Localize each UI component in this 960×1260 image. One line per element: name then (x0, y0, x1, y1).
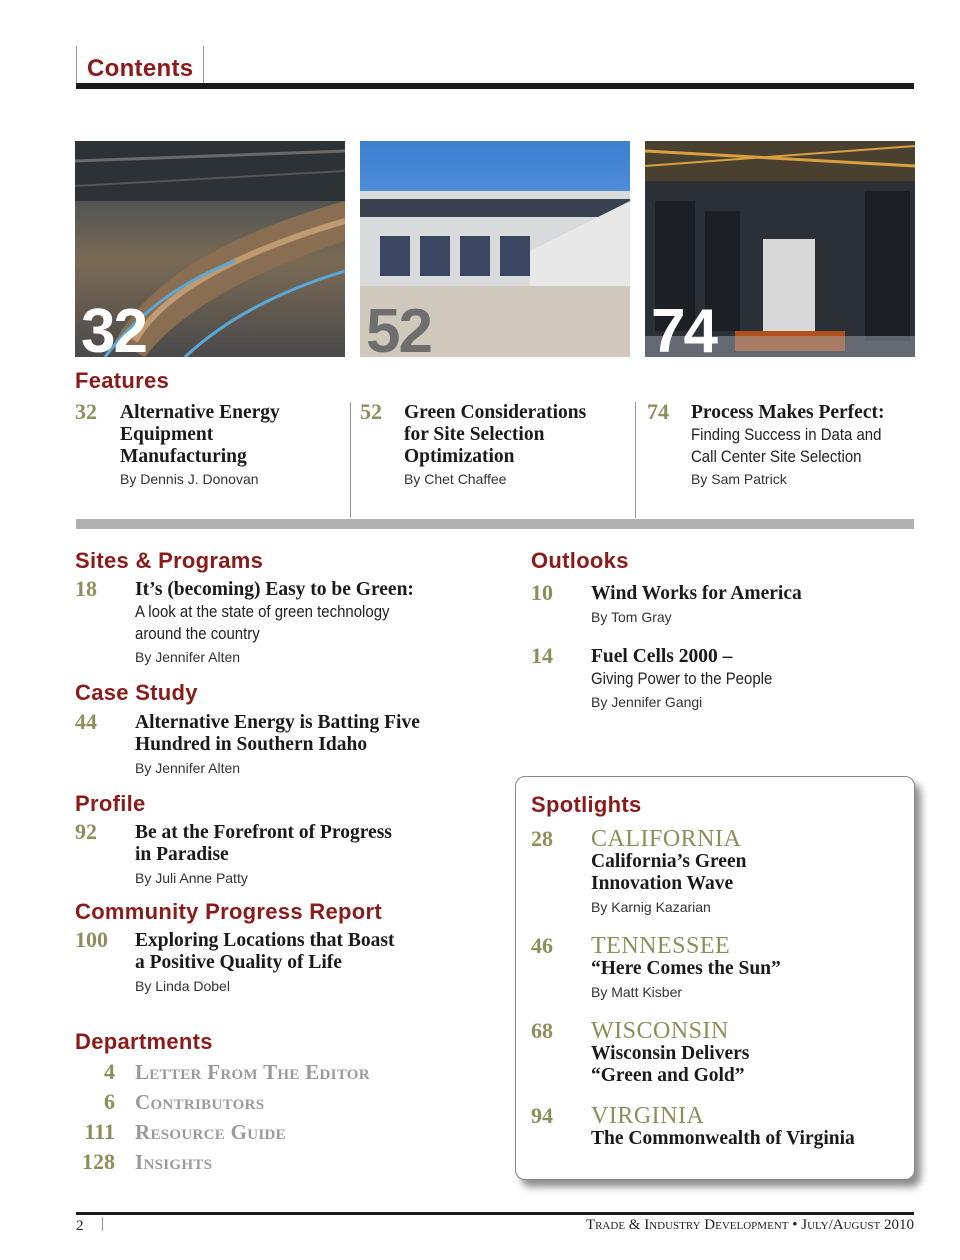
department-item[interactable]: 111 Resource Guide (84, 1119, 286, 1144)
feature-dek: Finding Success in Data and Call Center Site Selection (691, 425, 882, 466)
spotlight-title: California’s Green Innovation Wave (591, 851, 747, 894)
footer-rule (76, 1212, 914, 1215)
outlook-dek: Giving Power to the People (591, 669, 773, 688)
feature-photo-number: 52 (366, 297, 431, 357)
departments-list (75, 1059, 370, 1179)
spotlight-page-number: 94 (531, 1103, 553, 1128)
spotlight-byline: By Matt Kisber (591, 984, 683, 1000)
section-title-spotlights: Spotlights (531, 792, 642, 817)
section-title-features: Features (75, 368, 170, 393)
feature-title: Green Considerations for Site Selection Optimization (404, 402, 587, 467)
section-title-departments: Departments (75, 1029, 213, 1054)
spotlight-page-number: 68 (531, 1018, 553, 1043)
feature-page-number: 52 (360, 399, 382, 424)
feature-photo-number: 74 (651, 297, 716, 357)
footer-publication: Trade & Industry Development • July/August 2010 (585, 1217, 914, 1233)
spotlight-title: “Here Comes the Sun” (591, 958, 781, 979)
section-title-outlooks: Outlooks (531, 548, 629, 573)
spotlight-page-number: 28 (531, 826, 553, 851)
spotlight-state: CALIFORNIA (591, 826, 742, 852)
feature-photo-data-center (645, 141, 915, 357)
profile-title: Be at the Forefront of Progress in Paradise (135, 822, 392, 865)
feature-byline: By Chet Chaffee (404, 471, 507, 487)
outlook-byline: By Jennifer Gangi (591, 694, 703, 710)
community-title: Exploring Locations that Boast a Positive Quality of Life (135, 930, 395, 973)
outlook-page-number: 14 (531, 643, 553, 668)
feature-byline: By Sam Patrick (691, 471, 787, 487)
feature-photo-number: 32 (81, 297, 146, 357)
sites-headline: It’s (becoming) Easy to be Green: (135, 579, 414, 600)
feature-byline: By Dennis J. Donovan (120, 471, 259, 487)
footer-page-number: 2 (76, 1218, 84, 1234)
feature-title: Process Makes Perfect: (691, 402, 885, 423)
case-study-byline: By Jennifer Alten (135, 760, 241, 776)
header-left-tick (76, 46, 77, 86)
spotlight-byline: By Karnig Kazarian (591, 899, 711, 915)
case-study-title: Alternative Energy is Batting Five Hundred in Southern Idaho (135, 712, 420, 755)
section-title-sites-programs: Sites & Programs (75, 548, 264, 573)
profile-byline: By Juli Anne Patty (135, 870, 248, 886)
column-divider (635, 402, 636, 518)
community-page-number: 100 (75, 927, 108, 952)
department-item[interactable]: 128 Insights (82, 1149, 213, 1174)
features-bottom-rule (76, 519, 914, 529)
section-title-profile: Profile (75, 791, 146, 816)
sites-byline: By Jennifer Alten (135, 649, 241, 665)
profile-page-number: 92 (75, 819, 97, 844)
outlook-title: Wind Works for America (591, 583, 802, 604)
case-study-page-number: 44 (75, 709, 97, 734)
feature-page-number: 32 (75, 399, 97, 424)
department-item[interactable]: 6 Contributors (104, 1089, 265, 1114)
section-title-case-study: Case Study (75, 680, 198, 705)
sites-dek: A look at the state of green technology around the country (135, 602, 390, 643)
outlook-byline: By Tom Gray (591, 609, 672, 625)
spotlight-title: The Commonwealth of Virginia (591, 1128, 855, 1149)
spotlight-state: TENNESSEE (591, 933, 731, 959)
spotlight-state: WISCONSIN (591, 1018, 729, 1044)
section-title-community: Community Progress Report (75, 899, 382, 924)
header-right-tick (203, 46, 204, 86)
spotlight-title: Wisconsin Delivers “Green and Gold” (591, 1043, 750, 1086)
feature-photo-warehouse (360, 141, 630, 357)
sites-page-number: 18 (75, 576, 97, 601)
community-byline: By Linda Dobel (135, 978, 230, 994)
footer-tick (102, 1217, 103, 1231)
outlook-title: Fuel Cells 2000 – (591, 646, 733, 667)
feature-page-number: 74 (647, 399, 669, 424)
outlook-page-number: 10 (531, 580, 553, 605)
page-title: Contents (87, 55, 194, 82)
feature-photo-wind-blade (75, 141, 345, 357)
column-divider (350, 402, 351, 518)
header-rule (76, 83, 914, 89)
spotlight-page-number: 46 (531, 933, 553, 958)
feature-title: Alternative Energy Equipment Manufacturing (120, 402, 280, 467)
department-item[interactable]: 4 Letter From The Editor (104, 1059, 370, 1084)
spotlight-state: VIRGINIA (591, 1103, 705, 1129)
